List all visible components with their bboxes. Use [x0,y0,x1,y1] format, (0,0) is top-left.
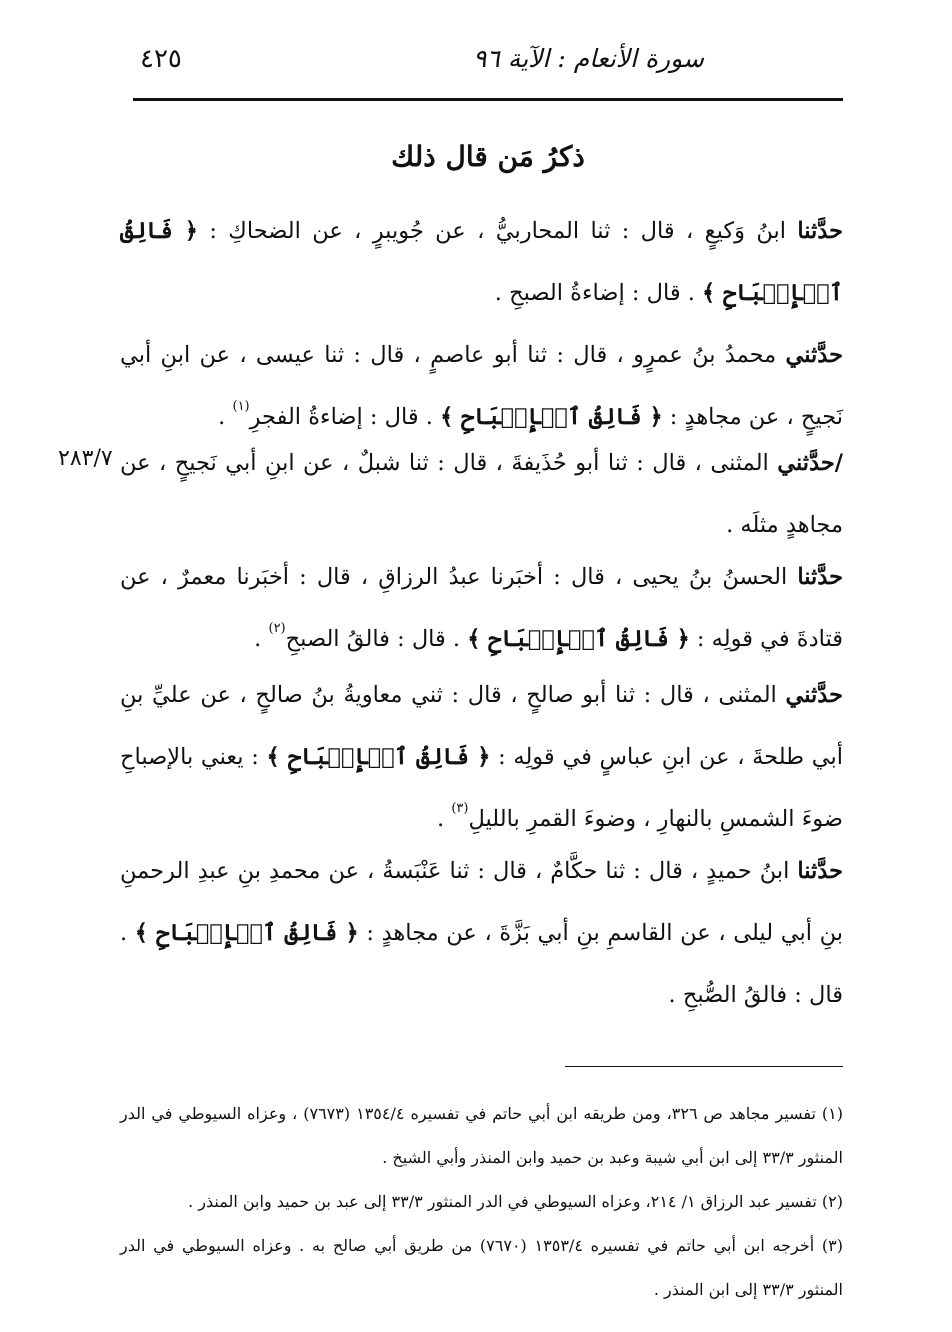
footnote-1: (١) تفسير مجاهد ص ٣٢٦، ومن طريقه ابن أبي حاتم في تفسيره ١٣٥٤/٤ (٧٦٧٣) ، وعزاه السيوطي في الدر المنثور ٣٣/٣ إلى ابن أبي شيبة وعبد بن حميد وابن المنذر وأبي الشيخ . [120,1104,844,1167]
paragraph-text: . [437,806,452,832]
paragraph-text: المثنى ، قال : ثنا أبو صالحٍ ، قال : ثني معاويةُ بنُ صالحٍ ، عن عليِّ بنِ أبي طلحةَ ، عن ابنِ عباسٍ في قولِه : [120,682,843,770]
paragraph-text: المثنى ، قال : ثنا أبو حُذَيفةَ ، قال : ثنا شبلٌ ، عن ابنِ أبي نَجيحٍ ، عن مجاهدٍ مثلَه . [120,450,843,538]
paragraph-text: . [218,404,233,430]
footnote-separator [565,1066,843,1067]
paragraph-text: . [254,626,269,652]
paragraph-2 [120,324,843,448]
footnote-3: (٣) أخرجه ابن أبي حاتم في تفسيره ١٣٥٣/٤ (٧٦٧٠) من طريق أبي صالح به . وعزاه السيوطي في الدر المنثور ٣٣/٣ إلى ابن المنذر . [120,1236,844,1299]
narration-lead: حدَّثني [785,682,843,708]
narration-lead: حدَّثنا [797,858,843,884]
footnote-ref: (١) [232,399,250,414]
paragraph-text: ابنُ حميدٍ ، قال : ثنا حكَّامٌ ، قال : ثنا عَنْبَسةُ ، عن محمدِ بنِ عبدِ الرحمنِ بنِ أبي ليلى ، عن القاسمِ بنِ أبي بَزَّةَ ، عن مجاهدٍ : [120,858,843,946]
paragraph-5 [120,664,843,850]
paragraph-text: ابنُ وَكيعٍ ، قال : ثنا المحاربيُّ ، عن جُويبرٍ ، عن الضحاكِ : [197,218,798,244]
running-header [130,40,844,90]
header-rule [133,98,843,101]
quran-quote: ﴿ فَالِقُ ٱلۡإِصۡبَاحِ ﴾ [134,920,359,946]
paragraph-3 [120,432,843,556]
paragraph-text: الحسنُ بنُ يحيى ، قال : أخبَرنا عبدُ الرزاقِ ، قال : أخبَرنا معمرٌ ، عن قتادةَ في قولِه : [120,564,843,652]
narration-lead: /حدَّثني [777,450,843,476]
paragraph-4 [120,546,843,670]
paragraph-text: . قال : فالقُ الصبحِ [285,626,468,652]
narration-lead: حدَّثنا [797,564,843,590]
paragraph-text: . قال : فالقُ الصُّبحِ . [120,920,843,1008]
margin-reference: ٢٨٣/٧ [58,446,113,471]
quran-quote: ﴿ فَالِقُ ٱلۡإِصۡبَاحِ ﴾ [120,218,843,306]
narration-lead: حدَّثنا [797,218,843,244]
paragraph-text: . قال : إضاءةُ الصبحِ . [494,280,703,306]
paragraph-6 [120,840,843,1026]
paragraph-1 [120,200,843,324]
quran-quote: ﴿ فَالِقُ ٱلۡإِصۡبَاحِ ﴾ [467,626,690,652]
footnote-ref: (٣) [451,801,469,816]
page-number: ٤٢٥ [140,44,182,74]
footnote-ref: (٢) [268,621,286,636]
narration-lead: حدَّثني [785,342,843,368]
paragraph-text: محمدُ بنُ عمرٍو ، قال : ثنا أبو عاصمٍ ، قال : ثنا عيسى ، عن ابنِ أبي نَجيحٍ ، عن مجاهدٍ : [120,342,843,430]
paragraph-text: : يعني بالإصباحِ ضوءَ الشمسِ بالنهارِ ، وضوءَ القمرِ بالليلِ [120,744,843,832]
section-heading: ذكرُ مَن قال ذلك [391,140,585,173]
paragraph-text: . قال : إضاءةُ الفجرِ [249,404,441,430]
footnote-2: (٢) تفسير عبد الرزاق ١/ ٢١٤، وعزاه السيوطي في الدر المنثور ٣٣/٣ إلى عبد بن حميد وابن المنذر . [188,1192,843,1211]
quran-quote: ﴿ فَالِقُ ٱلۡإِصۡبَاحِ ﴾ [440,404,663,430]
quran-quote: ﴿ فَالِقُ ٱلۡإِصۡبَاحِ ﴾ [266,744,491,770]
header-title: سورة الأنعام : الآية ٩٦ [473,44,704,73]
